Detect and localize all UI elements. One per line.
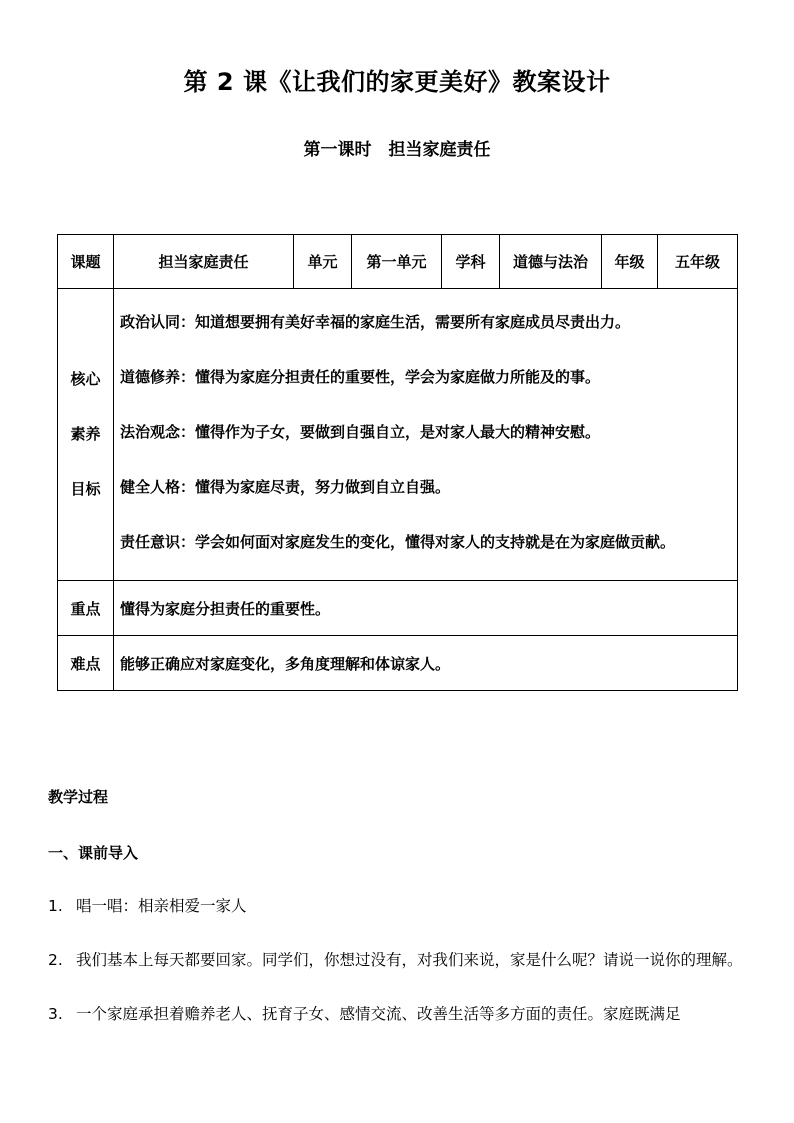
list-number: 3. xyxy=(48,1005,63,1023)
difficult-point-label: 难点 xyxy=(58,636,114,691)
lesson-info-table xyxy=(57,234,738,691)
goal-item: 健全人格：懂得为家庭尽责，努力做到自立自强。 xyxy=(120,478,451,496)
table-row xyxy=(58,235,738,289)
list-number: 2. xyxy=(48,951,63,969)
goals-label-line: 素养 xyxy=(70,425,101,443)
label-unit: 单元 xyxy=(294,235,352,289)
list-item xyxy=(48,939,748,981)
goals-content xyxy=(114,289,738,581)
label-topic: 课题 xyxy=(58,235,114,289)
list-item xyxy=(48,993,748,1035)
teaching-process-heading: 教学过程 xyxy=(48,788,109,806)
lesson-subtitle: 第一课时 担当家庭责任 xyxy=(303,140,491,160)
list-text: 我们基本上每天都要回家。同学们，你想过没有，对我们来说，家是什么呢？请说一说你的理解。 xyxy=(76,951,743,969)
table-row xyxy=(58,289,738,581)
goals-label-line: 目标 xyxy=(70,480,101,498)
document-title: 第 2 课《让我们的家更美好》教案设计 xyxy=(183,68,611,96)
goals-label xyxy=(58,289,114,581)
goals-label-line: 核心 xyxy=(70,370,101,388)
list-text: 唱一唱：相亲相爱一家人 xyxy=(76,897,247,915)
value-topic: 担当家庭责任 xyxy=(114,235,294,289)
list-item xyxy=(48,885,748,927)
list-text: 一个家庭承担着赡养老人、抚育子女、感情交流、改善生活等多方面的责任。家庭既满足 xyxy=(76,1005,681,1023)
steps-list xyxy=(48,885,748,1047)
label-subject: 学科 xyxy=(442,235,500,289)
key-point-label: 重点 xyxy=(58,581,114,636)
key-point-text: 懂得为家庭分担责任的重要性。 xyxy=(114,581,738,636)
goal-item: 政治认同：知道想要拥有美好幸福的家庭生活，需要所有家庭成员尽责出力。 xyxy=(120,313,631,331)
goal-item: 法治观念：懂得作为子女，要做到自强自立，是对家人最大的精神安慰。 xyxy=(120,423,601,441)
goal-item: 道德修养：懂得为家庭分担责任的重要性，学会为家庭做力所能及的事。 xyxy=(120,368,601,386)
value-grade: 五年级 xyxy=(658,235,738,289)
goal-item: 责任意识：学会如何面对家庭发生的变化，懂得对家人的支持就是在为家庭做贡献。 xyxy=(120,533,676,551)
value-subject: 道德与法治 xyxy=(500,235,602,289)
difficult-point-text: 能够正确应对家庭变化，多角度理解和体谅家人。 xyxy=(114,636,738,691)
table-row xyxy=(58,636,738,691)
value-unit: 第一单元 xyxy=(352,235,442,289)
label-grade: 年级 xyxy=(602,235,658,289)
table-row xyxy=(58,581,738,636)
list-number: 1. xyxy=(48,897,63,915)
section-heading: 一、课前导入 xyxy=(48,844,139,862)
